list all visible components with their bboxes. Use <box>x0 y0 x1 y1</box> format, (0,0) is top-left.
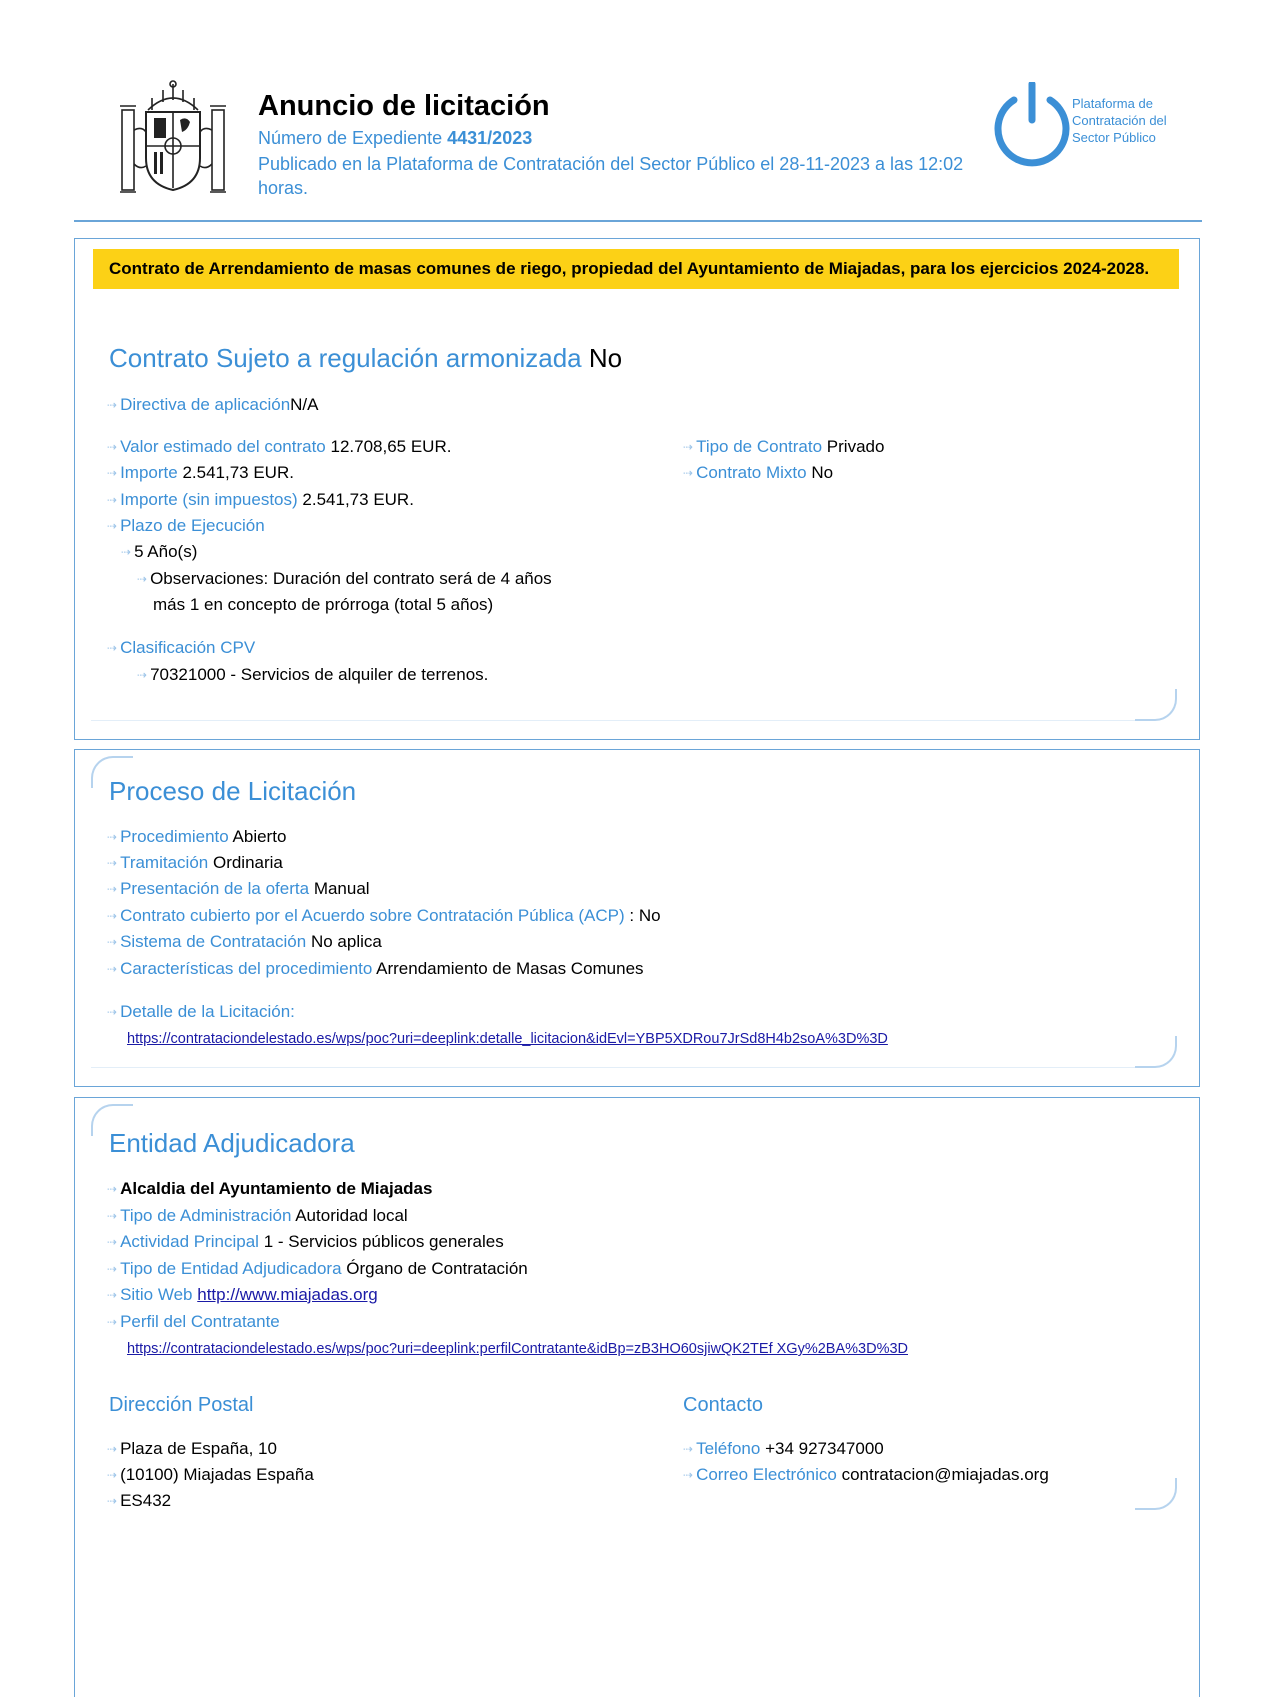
plazo-row <box>107 515 265 538</box>
presentacion-label: Presentación de la oferta <box>120 879 310 898</box>
arrow-icon: ⇢ <box>107 1005 118 1019</box>
arrow-icon: ⇢ <box>107 1494 118 1508</box>
arrow-icon: ⇢ <box>683 1468 694 1482</box>
tipo-entidad-row <box>107 1258 528 1281</box>
arrow-icon: ⇢ <box>137 668 148 682</box>
cpv-value-row <box>137 664 488 687</box>
arrow-icon: ⇢ <box>107 519 118 533</box>
arrow-icon: ⇢ <box>107 856 118 870</box>
entidad-name: Alcaldia del Ayuntamiento de Miajadas <box>120 1179 433 1198</box>
arrow-icon: ⇢ <box>107 1209 118 1223</box>
tipo-contrato-value: Privado <box>826 437 885 456</box>
valor-row <box>107 436 451 459</box>
sistema-value: No aplica <box>310 932 382 951</box>
expediente-number <box>258 128 532 149</box>
dir-line3-row <box>107 1490 171 1513</box>
arrow-icon: ⇢ <box>683 440 694 454</box>
armonizada-heading <box>109 343 622 374</box>
entidad-title: Entidad Adjudicadora <box>109 1128 355 1158</box>
presentacion-row <box>107 878 370 901</box>
telefono-label: Teléfono <box>696 1439 761 1458</box>
arrow-icon: ⇢ <box>107 1262 118 1276</box>
valor-value: 12.708,65 EUR. <box>330 437 452 456</box>
detalle-label: Detalle de la Licitación: <box>120 1002 295 1021</box>
contrato-mixto-value: No <box>811 463 834 482</box>
armonizada-label: Contrato Sujeto a regulación armonizada <box>109 343 582 373</box>
tipo-admin-value: Autoridad local <box>295 1206 408 1225</box>
plataforma-logo-text: Plataforma de Contratación del Sector Público <box>1072 96 1167 145</box>
sitio-web-row <box>107 1284 378 1307</box>
plazo-value: 5 Año(s) <box>134 542 198 561</box>
acp-value: : No <box>629 906 661 925</box>
cpv-label: Clasificación CPV <box>120 638 256 657</box>
perfil-contratante-link[interactable]: https://contrataciondelestado.es/wps/poc?uri=deeplink:perfilContratante&idBp=zB3HO60sjiwQK2TEf XGy%2BA%3D%3D <box>127 1341 908 1357</box>
publication-date: Publicado en la Plataforma de Contratación del Sector Público el 28-11-2023 a las 12:02 horas. <box>258 154 964 198</box>
importe-sin-label: Importe (sin impuestos) <box>120 490 298 509</box>
expediente-label: Número de Expediente <box>258 128 443 148</box>
arrow-icon: ⇢ <box>137 572 148 586</box>
decorative-line <box>91 1067 1141 1068</box>
plazo-value-row <box>121 541 197 564</box>
decorative-line <box>91 720 1141 721</box>
detalle-row <box>107 1001 295 1024</box>
actividad-label: Actividad Principal <box>120 1232 259 1251</box>
directiva-row <box>107 394 319 417</box>
procedimiento-label: Procedimiento <box>120 827 229 846</box>
arrow-icon: ⇢ <box>107 1468 118 1482</box>
dir-line3: ES432 <box>120 1491 172 1510</box>
procedimiento-row <box>107 826 286 849</box>
caracteristicas-row <box>107 958 644 981</box>
page-header <box>0 0 1275 225</box>
proceso-section <box>74 749 1200 1087</box>
tipo-entidad-label: Tipo de Entidad Adjudicadora <box>120 1259 342 1278</box>
contrato-mixto-row <box>683 462 833 485</box>
arrow-icon: ⇢ <box>107 962 118 976</box>
directiva-value: N/A <box>290 395 319 414</box>
dir-line1-row <box>107 1438 277 1461</box>
arrow-icon: ⇢ <box>107 641 118 655</box>
arrow-icon: ⇢ <box>107 1315 118 1329</box>
arrow-icon: ⇢ <box>107 398 118 412</box>
detalle-licitacion-link[interactable]: https://contrataciondelestado.es/wps/poc?uri=deeplink:detalle_licitacion&idEvl=YBP5XDRou7JrSd8H4b2soA%3D%3D <box>127 1031 888 1047</box>
tipo-admin-label: Tipo de Administración <box>120 1206 292 1225</box>
contract-section <box>74 238 1200 740</box>
decorative-corner <box>1135 1478 1177 1510</box>
proceso-title: Proceso de Licitación <box>109 776 357 806</box>
arrow-icon: ⇢ <box>107 909 118 923</box>
arrow-icon: ⇢ <box>107 1182 118 1196</box>
cpv-row <box>107 637 255 660</box>
caracteristicas-label: Características del procedimiento <box>120 959 373 978</box>
presentacion-value: Manual <box>313 879 370 898</box>
sistema-row <box>107 931 382 954</box>
telefono-row <box>683 1438 884 1461</box>
actividad-value: 1 - Servicios públicos generales <box>263 1232 504 1251</box>
tipo-contrato-row <box>683 436 884 459</box>
coat-of-arms-icon <box>118 80 228 198</box>
decorative-corner <box>1135 1036 1177 1068</box>
arrow-icon: ⇢ <box>683 1442 694 1456</box>
arrow-icon: ⇢ <box>107 882 118 896</box>
correo-label: Correo Electrónico <box>696 1465 837 1484</box>
entidad-name-row <box>107 1178 432 1201</box>
sitio-web-label: Sitio Web <box>120 1285 193 1304</box>
tipo-entidad-value: Órgano de Contratación <box>346 1259 528 1278</box>
tramitacion-value: Ordinaria <box>212 853 283 872</box>
dir-line2: (10100) Miajadas España <box>120 1465 314 1484</box>
correo-value: contratacion@miajadas.org <box>841 1465 1049 1484</box>
tramitacion-label: Tramitación <box>120 853 209 872</box>
arrow-icon: ⇢ <box>107 493 118 507</box>
importe-row <box>107 462 294 485</box>
perfil-label: Perfil del Contratante <box>120 1312 280 1331</box>
armonizada-value: No <box>588 343 623 373</box>
decorative-corner <box>1135 689 1177 721</box>
plazo-label: Plazo de Ejecución <box>120 516 265 535</box>
observaciones-row <box>137 568 552 591</box>
sitio-web-link[interactable]: http://www.miajadas.org <box>197 1285 378 1304</box>
observaciones-line2: más 1 en concepto de prórroga (total 5 años) <box>153 595 494 614</box>
acp-row <box>107 905 661 928</box>
dir-line2-row <box>107 1464 314 1487</box>
page-title: Anuncio de licitación <box>258 90 550 122</box>
entidad-section <box>74 1097 1200 1697</box>
arrow-icon: ⇢ <box>107 830 118 844</box>
contract-title-banner: Contrato de Arrendamiento de masas comunes de riego, propiedad del Ayuntamiento de Miajadas, para los ejercicios 2024-2028. <box>93 249 1179 289</box>
procedimiento-value: Abierto <box>232 827 287 846</box>
importe-sin-row <box>107 489 414 512</box>
tipo-contrato-label: Tipo de Contrato <box>696 437 823 456</box>
valor-label: Valor estimado del contrato <box>120 437 326 456</box>
observaciones-line1: Observaciones: Duración del contrato será de 4 años <box>150 569 552 588</box>
arrow-icon: ⇢ <box>121 545 132 559</box>
telefono-value: +34 927347000 <box>765 1439 884 1458</box>
tramitacion-row <box>107 852 283 875</box>
directiva-label: Directiva de aplicación <box>120 395 291 414</box>
acp-label: Contrato cubierto por el Acuerdo sobre Contratación Pública (ACP) <box>120 906 625 925</box>
direccion-title: Dirección Postal <box>109 1394 254 1416</box>
actividad-row <box>107 1231 504 1254</box>
arrow-icon: ⇢ <box>107 440 118 454</box>
sistema-label: Sistema de Contratación <box>120 932 307 951</box>
arrow-icon: ⇢ <box>683 466 694 480</box>
importe-sin-value: 2.541,73 EUR. <box>302 490 414 509</box>
caracteristicas-value: Arrendamiento de Masas Comunes <box>376 959 644 978</box>
arrow-icon: ⇢ <box>107 1288 118 1302</box>
contacto-title: Contacto <box>683 1394 764 1416</box>
arrow-icon: ⇢ <box>107 466 118 480</box>
dir-line1: Plaza de España, 10 <box>120 1439 277 1458</box>
arrow-icon: ⇢ <box>107 935 118 949</box>
arrow-icon: ⇢ <box>107 1235 118 1249</box>
contrato-mixto-label: Contrato Mixto <box>696 463 807 482</box>
correo-row <box>683 1464 1049 1487</box>
tipo-admin-row <box>107 1205 408 1228</box>
arrow-icon: ⇢ <box>107 1442 118 1456</box>
importe-label: Importe <box>120 463 178 482</box>
cpv-value: 70321000 - Servicios de alquiler de terrenos. <box>150 665 489 684</box>
perfil-row <box>107 1311 280 1334</box>
expediente-value: 4431/2023 <box>447 128 533 148</box>
header-divider <box>74 220 1202 222</box>
importe-value: 2.541,73 EUR. <box>182 463 294 482</box>
